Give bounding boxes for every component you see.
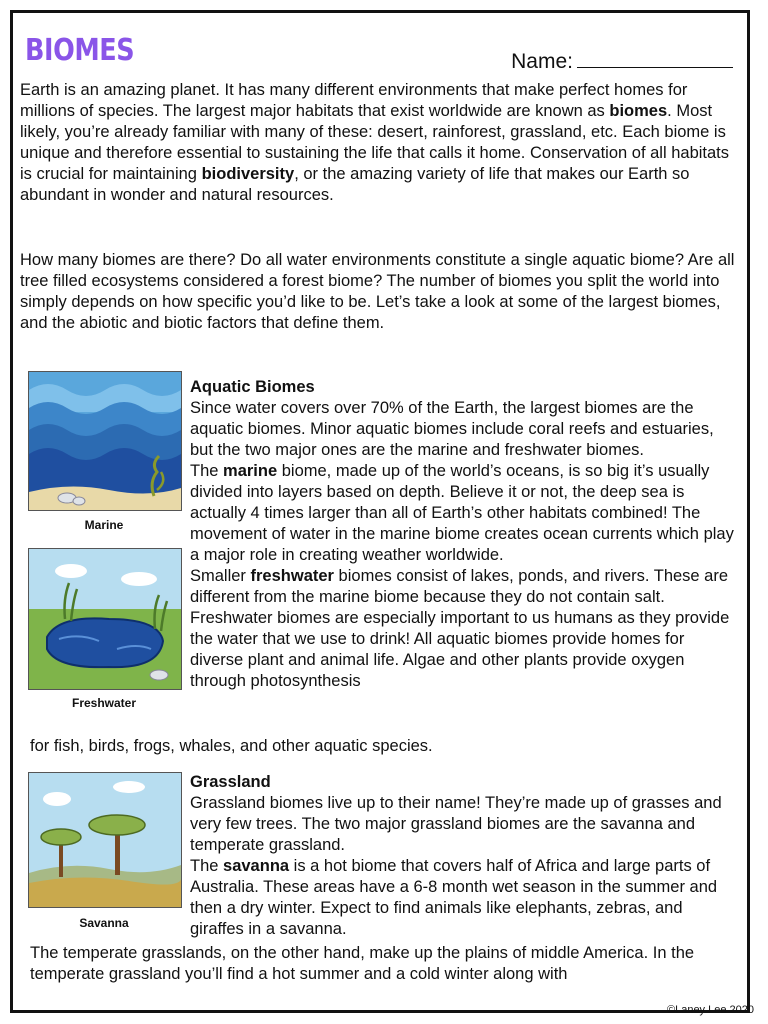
aquatic-paragraph-3: Smaller freshwater biomes consist of lakes, ponds, and rivers. These are different from the marine biome because they do not contain salt. Freshwater biomes are especially important to us humans as they provide the water that we use to drink! All aquatic biomes provide homes for diverse plant and animal life. Algae and other plants provide oxygen through photosynthesis <box>190 567 730 690</box>
aquatic-heading: Aquatic Biomes <box>190 378 315 396</box>
term-biodiversity: biodiversity <box>201 165 295 183</box>
grassland-heading: Grassland <box>190 773 271 791</box>
aquatic-paragraph-1: Since water covers over 70% of the Earth, the largest biomes are the aquatic biomes. Minor aquatic biomes include coral reefs and estuaries, but the two major ones are the marine and freshwater biomes. <box>190 399 714 459</box>
caption-savanna: Savanna <box>79 916 129 930</box>
name-field[interactable] <box>511 49 733 74</box>
marine-illustration <box>28 371 182 511</box>
caption-marine: Marine <box>84 518 124 532</box>
term-biomes: biomes <box>609 102 668 120</box>
intro-paragraph-2: How many biomes are there? Do all water environments constitute a single aquatic biome? Are all tree filled ecosystems considered a forest biome? The number of biomes you split the world into simply depends on how specific you’d like to be. Let’s take a look at some of the largest biomes, and the abiotic and biotic factors that define them. <box>20 251 735 332</box>
grassland-paragraph-1: Grassland biomes live up to their name! They’re made up of grasses and very few trees. The two major grassland biomes are the savanna and temperate grassland. <box>190 794 722 854</box>
grassland-section <box>190 772 740 940</box>
name-blank-line[interactable] <box>577 49 733 68</box>
name-label: Name: <box>511 50 573 73</box>
term-savanna: savanna <box>223 857 290 875</box>
aquatic-paragraph-3-continued: for fish, birds, frogs, whales, and other aquatic species. <box>30 737 433 755</box>
aquatic-paragraph-2: The marine biome, made up of the world’s oceans, is so big it’s usually divided into layers based on depth. Believe it or not, the deep sea is actually 4 times larger than all of Earth’s other habitats combined! The movement of water in the marine biome creates ocean currents which play a major role in creating weather worldwide. <box>190 462 734 564</box>
term-marine: marine <box>223 462 278 480</box>
aquatic-biomes-section <box>190 377 740 692</box>
freshwater-illustration <box>28 548 182 690</box>
copyright-footer: ©Laney Lee 2020 <box>666 1004 754 1016</box>
term-freshwater: freshwater <box>250 567 334 585</box>
intro-paragraph-1: Earth is an amazing planet. It has many different environments that make perfect homes for millions of species. The largest major habitats that exist worldwide are known as biomes. Most likely, you’re already familiar with many of these: desert, rainforest, grassland, etc. Each biome is unique and therefore essential to sustaining the life that calls it home. Conservation of all habitats is crucial for maintaining biodiversity, or the amazing variety of life that makes our Earth so abundant in wonder and natural resources. <box>20 81 730 204</box>
savanna-illustration <box>28 772 182 908</box>
grassland-paragraph-2: The savanna is a hot biome that covers half of Africa and large parts of Australia. These areas have a 6-8 month wet season in the summer and then a dry winter. Expect to find animals like elephants, zebras, and giraffes in a savanna. <box>190 857 718 938</box>
caption-freshwater: Freshwater <box>71 696 137 710</box>
page-title: BIOMES <box>25 33 135 68</box>
grassland-paragraph-3: The temperate grasslands, on the other hand, make up the plains of middle America. In the temperate grassland you’ll find a hot summer and a cold winter along with <box>30 944 695 983</box>
